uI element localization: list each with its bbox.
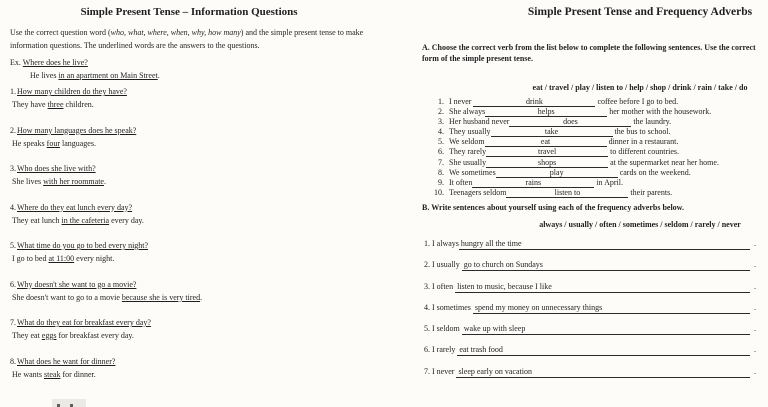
example-answer-line xyxy=(30,70,378,83)
sentence-period: . xyxy=(754,345,756,355)
written-answer-line: wake up with sleep xyxy=(462,324,750,335)
example-answer-underlined: in an apartment on Main Street xyxy=(58,70,158,80)
sentence-pre: I seldom xyxy=(430,324,462,334)
item-lead xyxy=(424,367,456,377)
answer-blank: helps xyxy=(485,107,607,117)
answer-post: every day. xyxy=(109,215,144,225)
question-text: Where do they eat lunch every day? xyxy=(17,202,133,212)
fill-in-item xyxy=(428,147,768,157)
sentence-pre: They rarely xyxy=(449,147,487,157)
item-lead xyxy=(424,345,457,355)
sentence-pre: I always xyxy=(430,238,459,248)
answer-blank: travel xyxy=(486,147,608,157)
question-text: What time do you go to bed every night? xyxy=(17,241,149,250)
answer-underlined: in the cafeteria xyxy=(61,215,110,225)
instructions-paragraph xyxy=(10,27,366,52)
answer-line xyxy=(12,214,378,227)
answer-line xyxy=(12,137,378,150)
sentence-pre: I never xyxy=(449,97,474,106)
fill-in-item xyxy=(428,97,768,107)
answer-post: . xyxy=(200,292,203,302)
answer-line xyxy=(12,252,378,265)
fill-in-item xyxy=(428,178,768,188)
sentence-pre: Teenagers seldom xyxy=(449,187,507,197)
verb-word-bank: eat / travel / play / listen to / help / shop / drink / rain / take / do xyxy=(532,83,748,92)
answer-pre: He speaks xyxy=(12,138,47,148)
item-number: 9. xyxy=(438,177,444,187)
answer-post: for breakfast every day. xyxy=(56,331,134,340)
sentence-post: to different countries. xyxy=(608,147,680,157)
sentence-period: . xyxy=(754,281,756,291)
written-answer-line: spend my money on unnecessary things xyxy=(473,303,750,314)
answer-underlined: steak xyxy=(44,369,61,379)
question-answer-item xyxy=(10,355,378,381)
question-text: Why doesn't she want to go a movie? xyxy=(17,279,137,289)
answer-blank: shops xyxy=(486,158,608,168)
written-answer-line: listen to music, because I like xyxy=(455,282,750,293)
instructions-question-words: who, what, where, when, why, how many xyxy=(110,28,241,37)
answer-pre: She doesn't want to go to a movie xyxy=(12,292,122,302)
sentence-pre: They usually xyxy=(449,127,491,137)
item-lead xyxy=(424,239,459,249)
item-number: 7. xyxy=(424,366,430,376)
sentence-period: . xyxy=(754,302,756,312)
answer-pre: I go to bed xyxy=(12,254,49,263)
item-number: 3. xyxy=(10,164,16,173)
answer-line xyxy=(12,291,378,304)
item-number: 1. xyxy=(10,87,16,96)
sentence-post: dinner in a restaurant. xyxy=(606,137,679,147)
answer-underlined: at 11:00 xyxy=(48,254,75,263)
example-answer-pre: He lives xyxy=(30,70,59,80)
section-a-heading-line1: A. Choose the correct verb from the list below to complete the following sentences. Use the correct xyxy=(422,43,756,52)
answer-blank: rains xyxy=(472,178,594,188)
sentence-period: . xyxy=(754,324,756,334)
question-line xyxy=(10,278,378,291)
sentence-pre: We sometimes xyxy=(449,167,496,177)
write-sentence-item xyxy=(424,345,756,356)
item-number: 4. xyxy=(438,127,444,137)
fill-in-item xyxy=(428,188,768,198)
question-text: How many languages does he speak? xyxy=(17,125,137,135)
sentence-post: in April. xyxy=(594,177,623,187)
item-number: 6. xyxy=(10,279,16,289)
item-number: 1. xyxy=(438,97,444,106)
item-number: 8. xyxy=(438,167,444,177)
item-lead xyxy=(424,324,462,334)
question-line xyxy=(10,124,378,137)
fill-in-item xyxy=(428,158,768,168)
sentence-pre: I rarely xyxy=(430,345,458,355)
write-sentence-item xyxy=(424,260,756,271)
item-lead xyxy=(424,303,473,313)
question-line xyxy=(10,316,378,329)
sentence-post: her mother with the housework. xyxy=(607,107,712,117)
example-label: Ex. xyxy=(10,58,23,67)
question-text: Who does she live with? xyxy=(17,164,96,173)
written-answer-line: sleep early on vacation xyxy=(456,367,750,378)
answer-line xyxy=(12,329,378,342)
sentence-pre: It often xyxy=(449,177,473,187)
page-corner-artifact xyxy=(52,399,86,407)
written-answer-line: hungry all the time xyxy=(459,239,750,250)
sentence-pre: Her husband never xyxy=(449,117,510,127)
item-number: 5. xyxy=(10,241,16,250)
sentence-post: at the supermarket near her home. xyxy=(608,157,719,167)
item-lead xyxy=(424,282,455,292)
answer-blank: does xyxy=(509,117,631,127)
answer-underlined: with her roommate xyxy=(43,177,104,186)
write-sentence-item xyxy=(424,282,756,293)
item-number: 3. xyxy=(424,281,430,291)
fill-in-item xyxy=(428,137,768,147)
answer-blank: eat xyxy=(485,137,607,147)
instructions-pre: Use the correct question word ( xyxy=(10,28,111,37)
answer-underlined: eggs xyxy=(41,331,57,340)
question-answer-item xyxy=(10,201,378,227)
sentence-pre: I often xyxy=(430,281,456,291)
fill-in-item xyxy=(428,107,768,117)
item-number: 5. xyxy=(424,324,430,334)
answer-post: . xyxy=(103,177,106,186)
answer-line xyxy=(12,368,378,381)
item-number: 5. xyxy=(438,137,444,147)
sentence-post: coffee before I go to bed. xyxy=(595,97,679,106)
sentence-pre: She usually xyxy=(449,157,487,167)
answer-post: for dinner. xyxy=(60,369,96,379)
item-number: 4. xyxy=(424,302,430,312)
fill-in-item xyxy=(428,168,768,178)
written-answer-line: eat trash food xyxy=(457,345,750,356)
section-b-heading: B. Write sentences about yourself using each of the frequency adverbs below. xyxy=(422,202,684,212)
answer-blank: drink xyxy=(473,97,595,107)
question-text: How many children do they have? xyxy=(17,87,127,96)
sentence-post: the bus to school. xyxy=(612,127,671,137)
example-answer-post: . xyxy=(157,70,160,80)
item-number: 4. xyxy=(10,202,16,212)
fill-in-item xyxy=(428,127,768,137)
item-number: 1. xyxy=(424,238,430,248)
section-a-heading-line2: form of the simple present tense. xyxy=(422,54,533,63)
question-text: What does he want for dinner? xyxy=(17,356,116,366)
question-answer-item xyxy=(10,162,378,188)
answer-underlined: three xyxy=(47,100,64,109)
sentence-pre: I usually xyxy=(430,260,462,270)
answer-blank: take xyxy=(491,127,613,137)
item-lead xyxy=(424,260,462,270)
answer-pre: She lives xyxy=(12,177,44,186)
written-answer-line: go to church on Sundays xyxy=(462,260,750,271)
question-line xyxy=(10,85,378,98)
answer-post: every night. xyxy=(74,254,115,263)
write-sentence-item xyxy=(424,239,756,250)
section-b-items xyxy=(422,239,768,378)
sentence-post: the laundry. xyxy=(631,117,672,127)
question-answer-item xyxy=(10,278,378,304)
answer-pre: They have xyxy=(12,100,48,109)
sentence-pre: I never xyxy=(430,366,457,376)
write-sentence-item xyxy=(424,367,756,378)
sentence-pre: I sometimes xyxy=(430,302,473,312)
item-number: 7. xyxy=(10,318,16,327)
question-line xyxy=(10,162,378,175)
answer-underlined: because she is very tired xyxy=(121,292,201,302)
answer-post: children. xyxy=(63,100,94,109)
item-number: 6. xyxy=(424,345,430,355)
answer-line xyxy=(12,175,378,188)
sentence-period: . xyxy=(754,366,756,376)
item-number: 6. xyxy=(438,147,444,157)
item-number: 2. xyxy=(10,125,16,135)
item-number: 2. xyxy=(438,107,444,117)
section-a-heading xyxy=(422,42,768,64)
question-line xyxy=(10,239,378,252)
question-line xyxy=(10,201,378,214)
worksheet-page-information-questions xyxy=(0,0,392,393)
item-number: 2. xyxy=(424,260,430,270)
sentence-post: their parents. xyxy=(628,187,673,197)
answer-pre: He wants xyxy=(12,369,44,379)
page-title: Simple Present Tense and Frequency Adverbs xyxy=(527,6,753,18)
sentence-post: cards on the weekend. xyxy=(617,167,691,177)
answer-blank: listen to xyxy=(506,188,628,198)
sentence-pre: We seldom xyxy=(449,137,485,147)
example-question-line xyxy=(10,57,378,70)
item-number: 10. xyxy=(434,187,444,197)
adverb-word-bank: always / usually / often / sometimes / seldom / rarely / never xyxy=(539,219,741,229)
item-number: 8. xyxy=(10,356,16,366)
item-number: 7. xyxy=(438,157,444,167)
section-a-items xyxy=(428,97,768,198)
item-number: 3. xyxy=(438,117,444,127)
question-answer-item xyxy=(10,85,378,111)
answer-pre: They eat lunch xyxy=(12,215,62,225)
page-title: Simple Present Tense – Information Questions xyxy=(80,6,298,18)
instructions-post: ) and the simple present tense to make information questions. The underlined words are the answers to the questions. xyxy=(10,28,364,50)
answer-underlined: four xyxy=(46,138,60,148)
example-block xyxy=(10,57,378,82)
sentence-period: . xyxy=(754,260,756,270)
example-question-text: Where does he live? xyxy=(22,58,88,67)
sentence-pre: She always xyxy=(449,107,486,117)
question-answer-item xyxy=(10,124,378,150)
worksheet-page-frequency-adverbs xyxy=(392,0,768,388)
question-text: What do they eat for breakfast every day? xyxy=(17,318,151,327)
answer-line xyxy=(12,98,378,111)
sentence-period: . xyxy=(754,238,756,248)
answer-post: languages. xyxy=(59,138,96,148)
question-line xyxy=(10,355,378,368)
fill-in-item xyxy=(428,117,768,127)
answer-pre: They eat xyxy=(12,331,42,340)
answer-blank: play xyxy=(496,168,618,178)
question-answer-item xyxy=(10,316,378,342)
question-answer-item xyxy=(10,239,378,265)
write-sentence-item xyxy=(424,303,756,314)
write-sentence-item xyxy=(424,324,756,335)
